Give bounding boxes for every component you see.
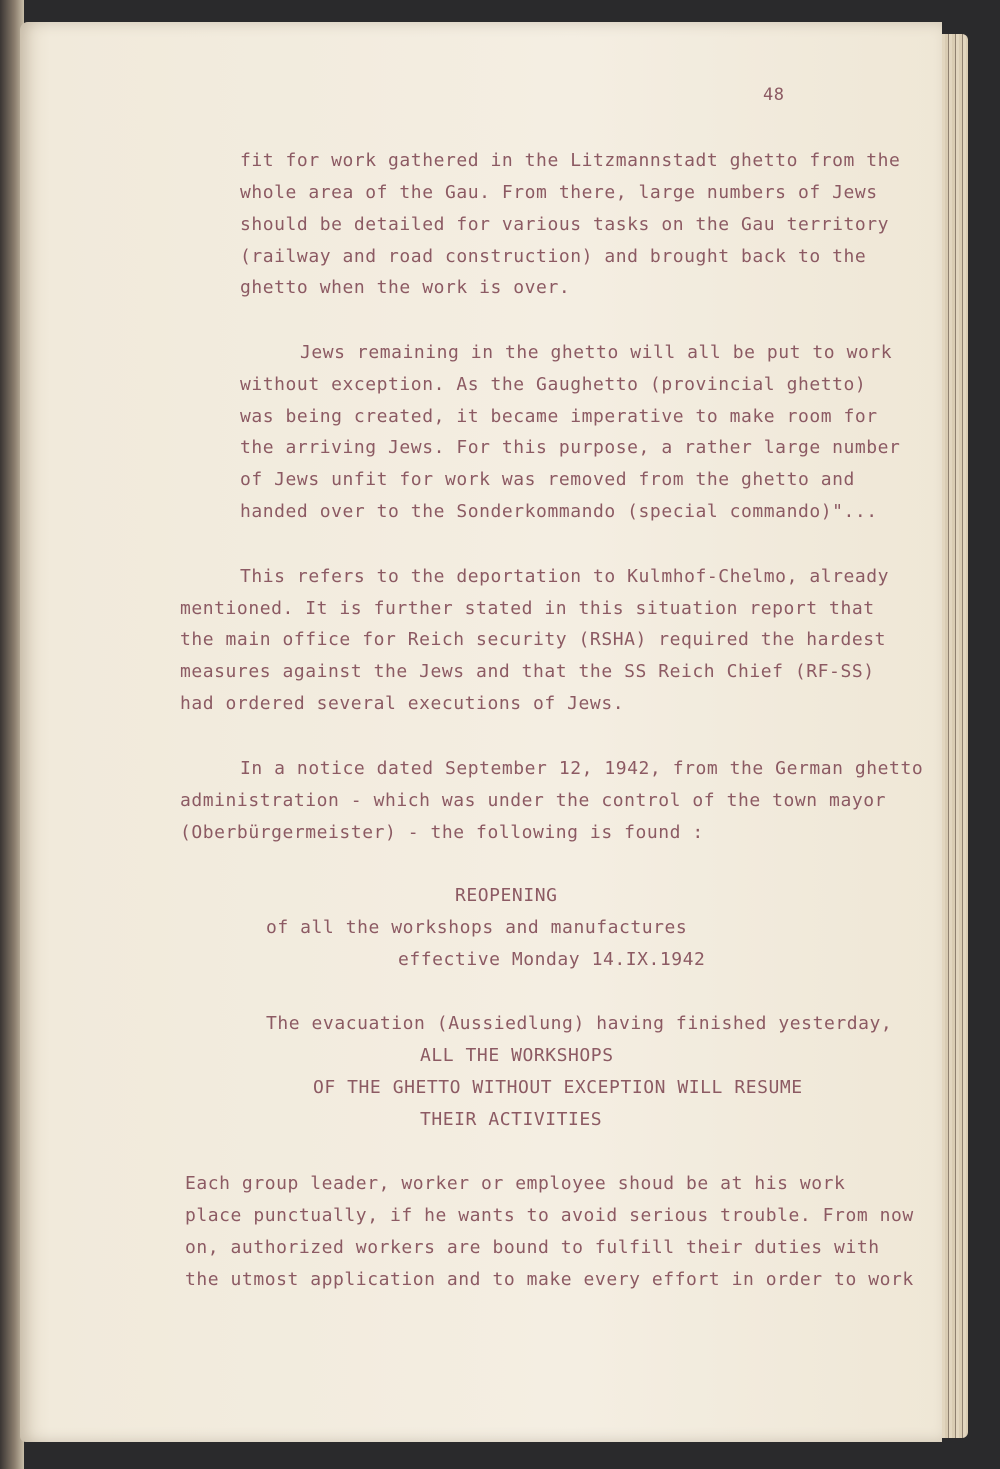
notice-line: ALL THE WORKSHOPS bbox=[420, 1045, 614, 1066]
text-line: had ordered several executions of Jews. bbox=[180, 693, 625, 714]
text-line: fit for work gathered in the Litzmannstadt ghetto from the bbox=[240, 150, 901, 171]
text-line: the arriving Jews. For this purpose, a rather large number bbox=[240, 437, 901, 458]
text-line: of Jews unfit for work was removed from the ghetto and bbox=[240, 469, 855, 490]
text-line: ghetto when the work is over. bbox=[240, 277, 571, 298]
text-line: handed over to the Sonderkommando (special commando)"... bbox=[240, 501, 878, 522]
text-line: measures against the Jews and that the SS Reich Chief (RF-SS) bbox=[180, 661, 875, 682]
notice-line: The evacuation (Aussiedlung) having finished yesterday, bbox=[266, 1013, 893, 1034]
notice-line: OF THE GHETTO WITHOUT EXCEPTION WILL RESUME bbox=[313, 1077, 803, 1098]
text-line: In a notice dated September 12, 1942, from the German ghetto bbox=[240, 758, 924, 779]
text-line: the main office for Reich security (RSHA) required the hardest bbox=[180, 629, 886, 650]
text-line: on, authorized workers are bound to fulfill their duties with bbox=[185, 1237, 880, 1258]
text-line: administration - which was under the control of the town mayor bbox=[180, 790, 886, 811]
notice-line: of all the workshops and manufactures bbox=[266, 917, 688, 938]
text-line: the utmost application and to make every effort in order to work bbox=[185, 1269, 914, 1290]
notice-heading: REOPENING bbox=[455, 885, 558, 906]
notice-line: effective Monday 14.IX.1942 bbox=[398, 949, 706, 970]
text-line: mentioned. It is further stated in this situation report that bbox=[180, 598, 875, 619]
notice-line: THEIR ACTIVITIES bbox=[420, 1109, 603, 1130]
text-line: This refers to the deportation to Kulmhof-Chelmo, already bbox=[240, 566, 890, 587]
text-line: (railway and road construction) and brought back to the bbox=[240, 246, 867, 267]
page-number: 48 bbox=[763, 85, 785, 105]
text-line: without exception. As the Gaughetto (provincial ghetto) bbox=[240, 374, 867, 395]
text-line: whole area of the Gau. From there, large numbers of Jews bbox=[240, 182, 878, 203]
text-line: should be detailed for various tasks on the Gau territory bbox=[240, 214, 890, 235]
text-line: (Oberbürgermeister) - the following is found : bbox=[180, 822, 704, 843]
page-edges bbox=[938, 34, 968, 1438]
text-line: Jews remaining in the ghetto will all be put to work bbox=[300, 342, 893, 363]
text-line: place punctually, if he wants to avoid serious trouble. From now bbox=[185, 1205, 914, 1226]
text-line: was being created, it became imperative to make room for bbox=[240, 406, 878, 427]
text-line: Each group leader, worker or employee shoud be at his work bbox=[185, 1173, 846, 1194]
